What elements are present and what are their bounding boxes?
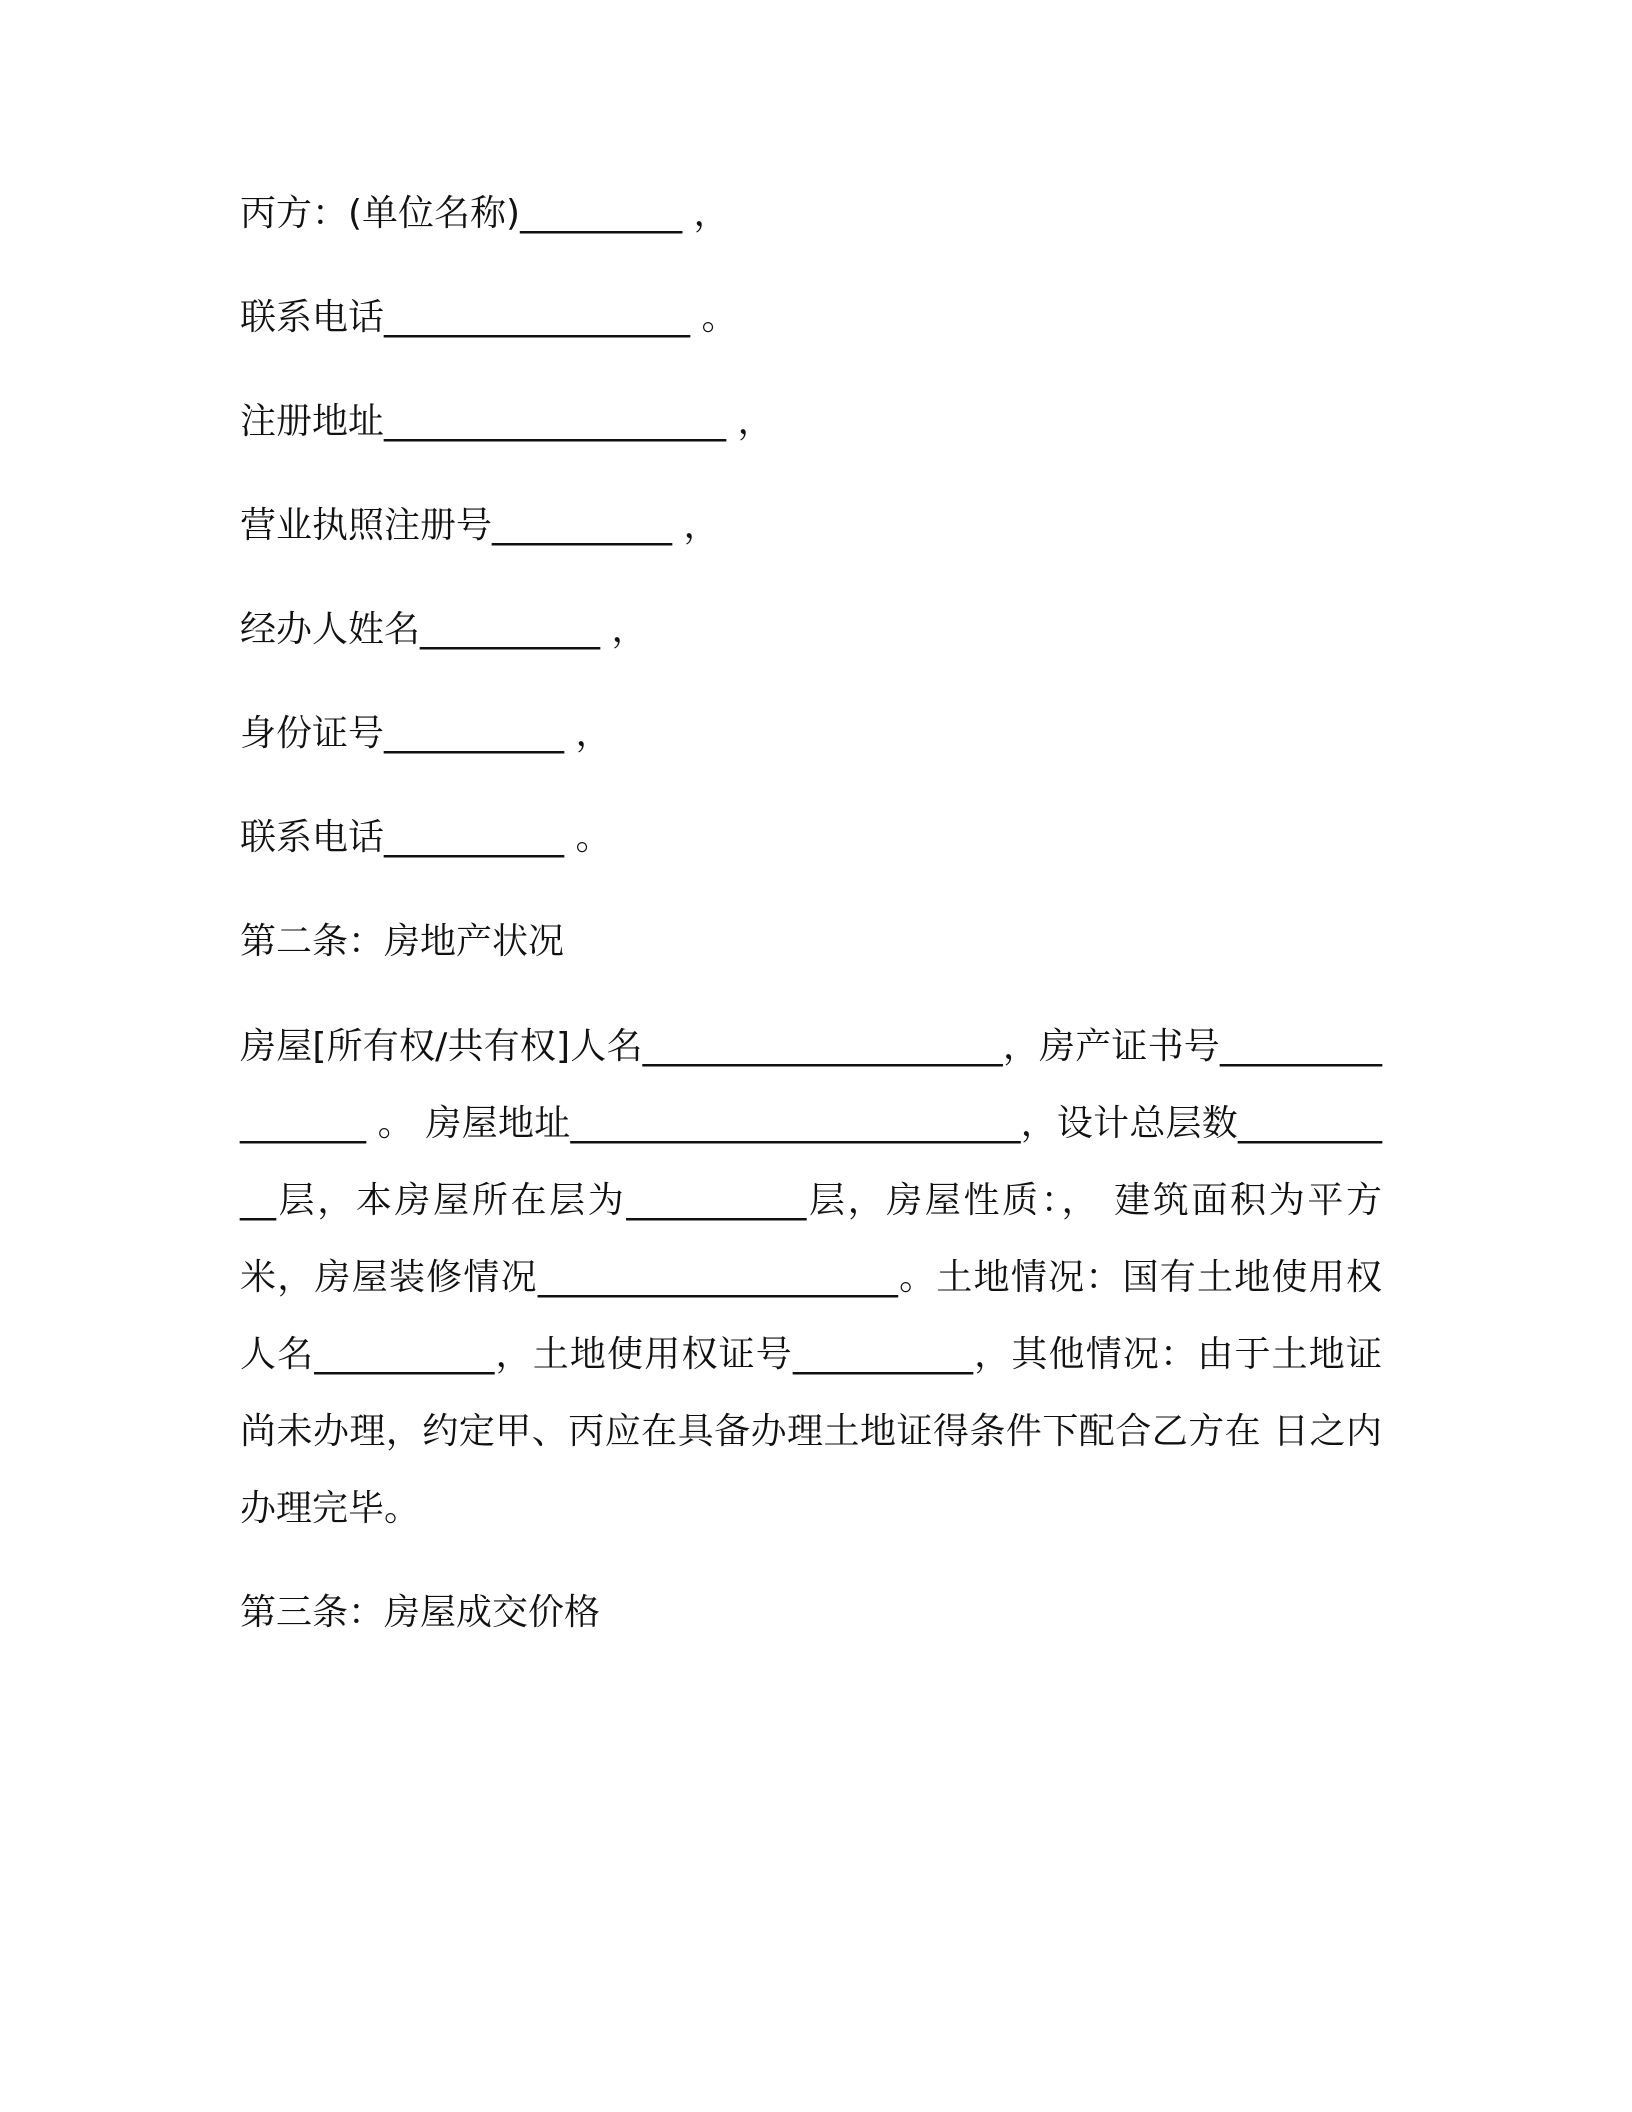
party-c-agent-phone: 联系电话__________ 。 [240,817,612,858]
party-c-agent-id: 身份证号__________ ， [240,713,612,754]
article-2-heading: 第二条：房地产状况 [240,921,565,962]
party-c-unit-name: 丙方：(单位名称)_________ ， [240,193,730,234]
article-3-heading: 第三条：房屋成交价格 [240,1592,601,1633]
party-c-agent-name: 经办人姓名__________ ， [240,609,648,650]
party-c-registered-address: 注册地址___________________ ， [240,401,774,442]
article-2-paragraph: 房屋[所有权/共有权]人名____________________，房产证书号________________ 。 房屋地址_________________________，设计总层数__________层，本房屋所在层为__________层，房屋性质：， 建筑面积为平方米，房屋装修情况____________________。土地情况：国有土地使用权人名__________，土地使用权证号__________，其他情况：由于土地证尚未办理，约定甲、丙应在具备办理土地证得条件下配合乙方在 日之内办理完毕。 [240,1026,1382,1529]
document-body [240,190,1400,1693]
party-c-phone: 联系电话_________________ 。 [240,297,738,338]
party-c-business-license: 营业执照注册号__________ ， [240,505,720,546]
